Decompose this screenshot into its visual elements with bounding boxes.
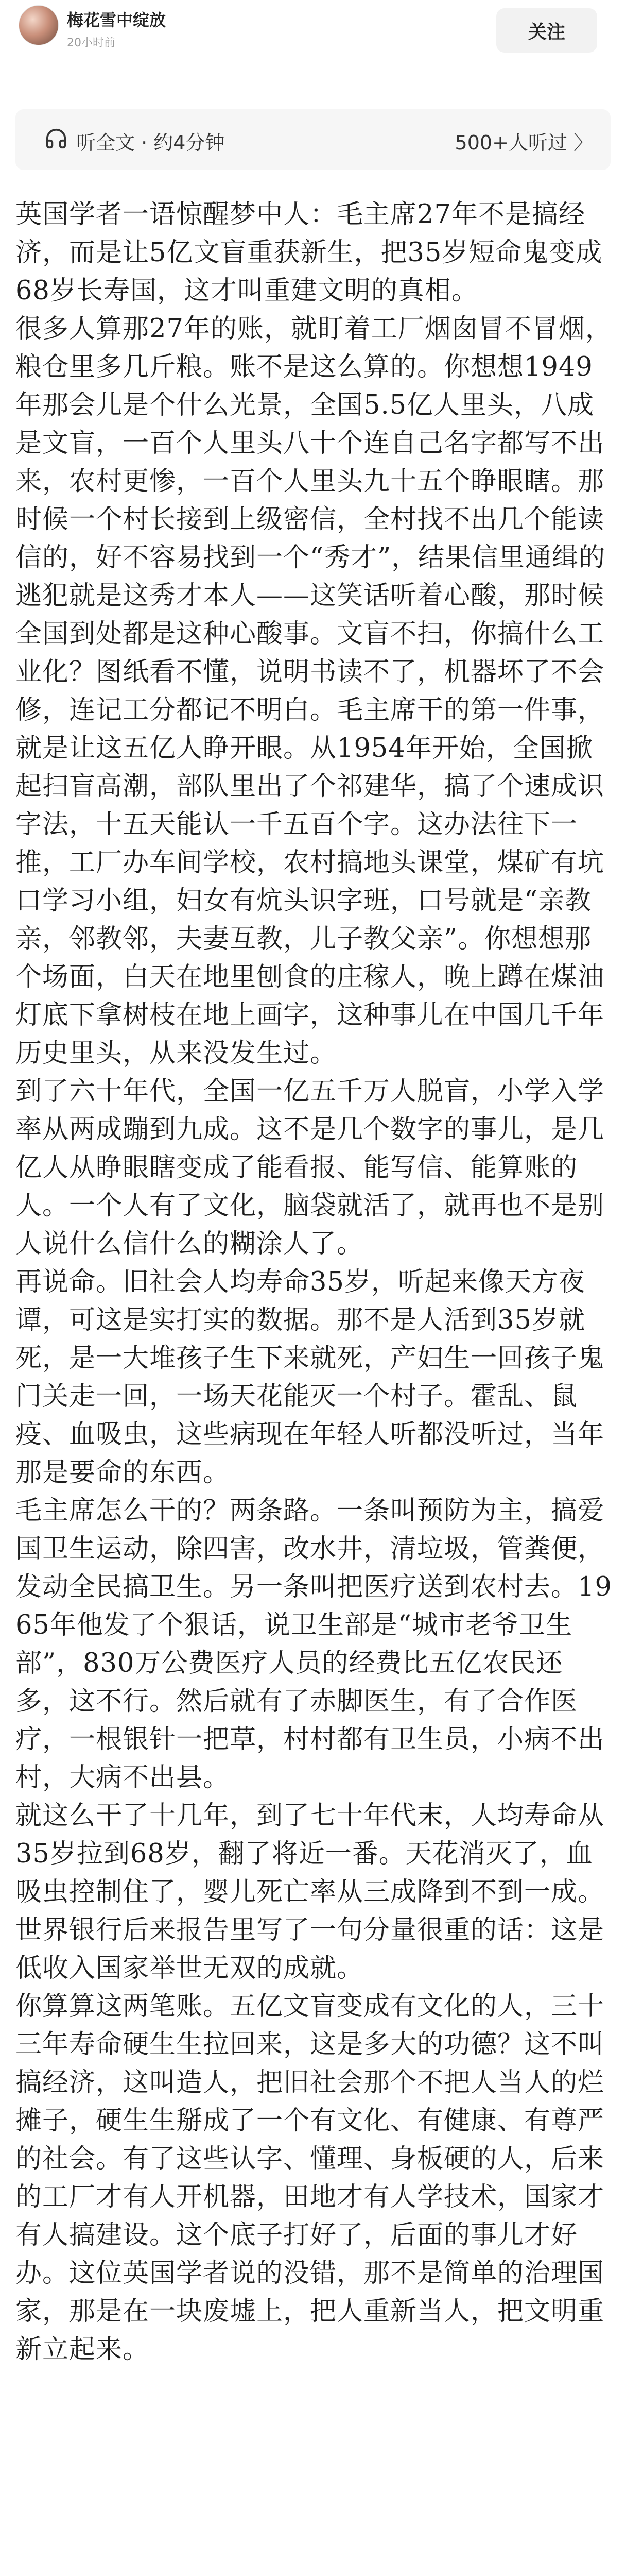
listen-full-text-bar[interactable] <box>15 109 611 170</box>
article-paragraph: 再说命。旧社会人均寿命35岁，听起来像天方夜谭，可这是实打实的数据。那不是人活到35岁就死，是一大堆孩子生下来就死，产妇生一回孩子鬼门关走一回，一场天花能灭一个村子。霍乱、鼠疫、血吸虫，这些病现在年轻人听都没听过，当年那是要命的东西。 <box>15 1267 605 1488</box>
article-body <box>15 196 613 2369</box>
follow-button[interactable]: 关注 <box>496 8 597 53</box>
listener-count[interactable]: 500+人听过 〉 <box>455 131 593 154</box>
post-header <box>0 0 626 70</box>
article-paragraph: 毛主席怎么干的？两条路。一条叫预防为主，搞爱国卫生运动，除四害，改水井，清垃圾，管粪便，发动全民搞卫生。另一条叫把医疗送到农村去。1965年他发了个狠话，说卫生部是“城市老爷卫生部”，830万公费医疗人员的经费比五亿农民还多，这不行。然后就有了赤脚医生，有了合作医疗，一根银针一把草，村村都有卫生员，小病不出村，大病不出县。 <box>15 1496 612 1793</box>
article-paragraph: 很多人算那27年的账，就盯着工厂烟囱冒不冒烟，粮仓里多几斤粮。账不是这么算的。你想想1949年那会儿是个什么光景，全国5.5亿人里头，八成是文盲，一百个人里头八十个连自己名字都写不出来，农村更惨，一百个人里头九十五个睁眼瞎。那时候一个村长接到上级密信，全村找不出几个能读信的，好不容易找到一个“秀才”，结果信里通缉的逃犯就是这秀才本人——这笑话听着心酸，那时候全国到处都是这种心酸事。文盲不扫，你搞什么工业化？图纸看不懂，说明书读不了，机器坏了不会修，连记工分都记不明白。毛主席干的第一件事，就是让这五亿人睁开眼。从1954年开始，全国掀起扫盲高潮，部队里出了个祁建华，搞了个速成识字法，十五天能认一千五百个字。这办法往下一推，工厂办车间学校，农村搞地头课堂，煤矿有坑口学习小组，妇女有炕头识字班，口号就是“亲教亲，邻教邻，夫妻互教，儿子教父亲”。你想想那个场面，白天在地里刨食的庄稼人，晚上蹲在煤油灯底下拿树枝在地上画字，这种事儿在中国几千年历史里头，从来没发生过。 <box>15 314 612 1069</box>
post-time: 20小时前 <box>67 37 115 49</box>
listen-full-text-label[interactable]: 听全文 · 约4分钟 <box>76 131 225 154</box>
author-name[interactable]: 梅花雪中绽放 <box>67 10 166 30</box>
author-avatar[interactable] <box>19 5 59 45</box>
article-paragraph: 就这么干了十几年，到了七十年代末，人均寿命从35岁拉到68岁，翻了将近一番。天花消灭了，血吸虫控制住了，婴儿死亡率从三成降到不到一成。世界银行后来报告里写了一句分量很重的话：这是低收入国家举世无双的成就。 <box>15 1801 605 1984</box>
headphones-icon <box>44 127 68 150</box>
article-paragraph: 到了六十年代，全国一亿五千万人脱盲，小学入学率从两成蹦到九成。这不是几个数字的事儿，是几亿人从睁眼瞎变成了能看报、能写信、能算账的人。一个人有了文化，脑袋就活了，就再也不是别人说什么信什么的糊涂人了。 <box>15 1076 605 1259</box>
article-paragraph: 英国学者一语惊醒梦中人：毛主席27年不是搞经济，而是让5亿文盲重获新生，把35岁短命鬼变成68岁长寿国，这才叫重建文明的真相。 <box>15 199 603 306</box>
article-paragraph: 你算算这两笔账。五亿文盲变成有文化的人，三十三年寿命硬生生拉回来，这是多大的功德？这不叫搞经济，这叫造人，把旧社会那个不把人当人的烂摊子，硬生生掰成了一个有文化、有健康、有尊严的社会。有了这些认字、懂理、身板硬的人，后来的工厂才有人开机器，田地才有人学技术，国家才有人搞建设。这个底子打好了，后面的事儿才好办。这位英国学者说的没错，那不是简单的治理国家，那是在一块废墟上，把人重新当人，把文明重新立起来。 <box>15 1991 605 2365</box>
